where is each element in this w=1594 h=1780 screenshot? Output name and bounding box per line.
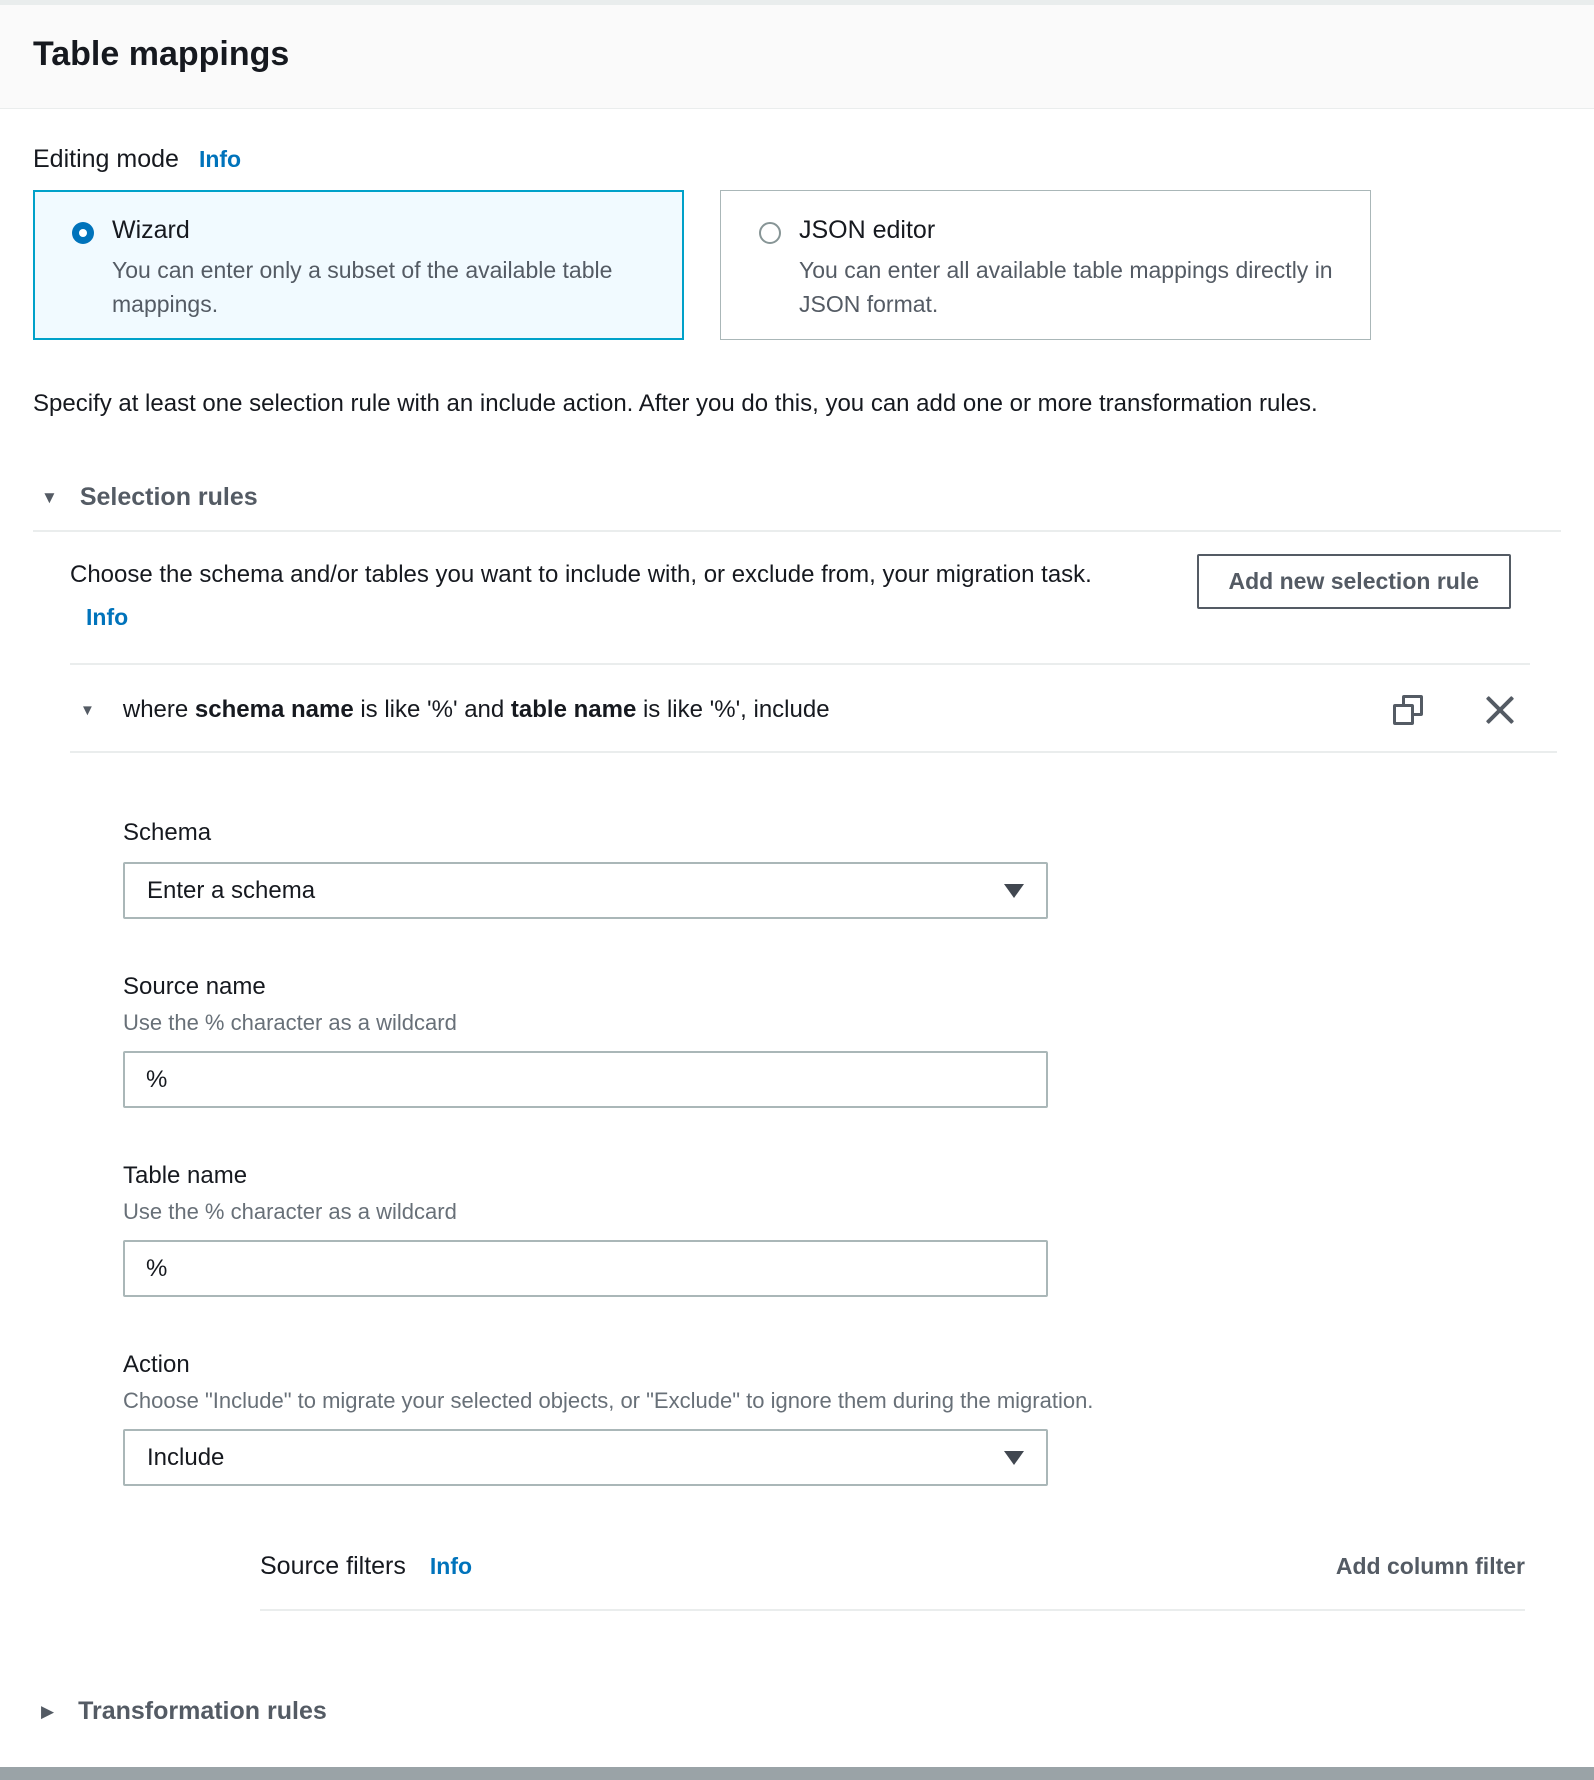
editing-mode-label: Editing mode <box>33 145 179 173</box>
rule-actions <box>1393 695 1561 725</box>
selection-rules-body <box>33 554 1561 1611</box>
table-name-label: Table name <box>123 1162 248 1189</box>
wizard-radio[interactable] <box>72 222 94 244</box>
source-filters-info-link[interactable]: Info <box>429 1553 473 1579</box>
table-name-input[interactable] <box>123 1240 1048 1297</box>
intro-text: Specify at least one selection rule with an include action. After you do this, you can add one or more transformation rules. <box>33 390 1318 417</box>
panel-body <box>0 109 1594 1726</box>
source-name-hint: Use the % character as a wildcard <box>123 1010 457 1035</box>
selection-rules-description: Choose the schema and/or tables you want to include with, or exclude from, your migration task. Info <box>70 561 1092 630</box>
rule-summary-schema-field: schema name <box>194 696 354 723</box>
page-title: Table mappings <box>33 35 290 73</box>
rule-summary-table-field: table name <box>510 696 637 723</box>
panel-header <box>0 5 1594 109</box>
json-editor-option-description: You can enter all available table mappings directly in JSON format. <box>799 257 1333 317</box>
rule-header <box>70 695 1561 725</box>
rule-toggle triangle-down-icon[interactable]: ▼ <box>80 701 95 719</box>
schema-select-value: Enter a schema <box>147 876 316 904</box>
source-name-label: Source name <box>123 973 266 1000</box>
transformation-rules-toggle[interactable] <box>33 1697 1561 1726</box>
action-select[interactable] <box>123 1429 1048 1486</box>
table-name-hint: Use the % character as a wildcard <box>123 1199 457 1224</box>
wizard-option-label: Wizard <box>112 216 190 244</box>
duplicate-rule-button[interactable] <box>1393 695 1423 725</box>
divider <box>70 751 1557 753</box>
source-name-input[interactable] <box>123 1051 1048 1108</box>
divider <box>33 530 1561 532</box>
divider <box>260 1609 1525 1611</box>
remove-rule-button[interactable] <box>1485 695 1515 725</box>
action-hint: Choose "Include" to migrate your selected objects, or "Exclude" to ignore them during the migration. <box>123 1388 1094 1413</box>
transformation-rules-title: Transformation rules <box>78 1697 327 1725</box>
schema-select[interactable] <box>123 862 1048 919</box>
selection-rules-info-link[interactable]: Info <box>86 604 129 630</box>
add-selection-rule-button[interactable]: Add new selection rule <box>1197 554 1512 609</box>
wizard-option-description: You can enter only a subset of the available table mappings. <box>112 257 613 317</box>
editing-mode-info-link[interactable]: Info <box>198 146 242 172</box>
editing-mode-row <box>33 145 1561 174</box>
wizard-option-card[interactable] <box>33 190 684 340</box>
rule-body <box>70 819 1561 1611</box>
bottom-scrollbar[interactable] <box>0 1767 1594 1780</box>
action-select-value: Include <box>147 1443 225 1471</box>
json-editor-option-card[interactable] <box>720 190 1371 340</box>
editing-mode-options <box>33 190 1561 340</box>
selection-rules-toggle[interactable] <box>33 483 1561 512</box>
source-filters-section <box>260 1552 1525 1611</box>
triangle-right-icon: ▶ <box>41 1702 55 1721</box>
source-filters-label: Source filters <box>260 1552 406 1580</box>
selection-rules-description-row <box>70 554 1561 639</box>
selection-rules-title: Selection rules <box>79 483 258 511</box>
caret-down-icon <box>1004 1451 1024 1465</box>
close-icon <box>1485 695 1515 725</box>
divider <box>70 663 1530 665</box>
json-editor-radio[interactable] <box>759 222 781 244</box>
rule-summary: where schema name is like '%' and table name is like '%', include <box>122 696 830 723</box>
source-filters-row <box>260 1552 1525 1581</box>
json-editor-option-label: JSON editor <box>799 216 936 244</box>
action-label: Action <box>123 1351 190 1378</box>
triangle-down-icon: ▼ <box>41 488 58 507</box>
add-column-filter-button[interactable]: Add column filter <box>1335 1553 1525 1579</box>
caret-down-icon <box>1004 884 1024 898</box>
copy-icon <box>1393 695 1423 725</box>
schema-label: Schema <box>123 819 212 846</box>
wizard-option-text <box>112 216 659 321</box>
json-editor-option-text <box>799 216 1346 321</box>
